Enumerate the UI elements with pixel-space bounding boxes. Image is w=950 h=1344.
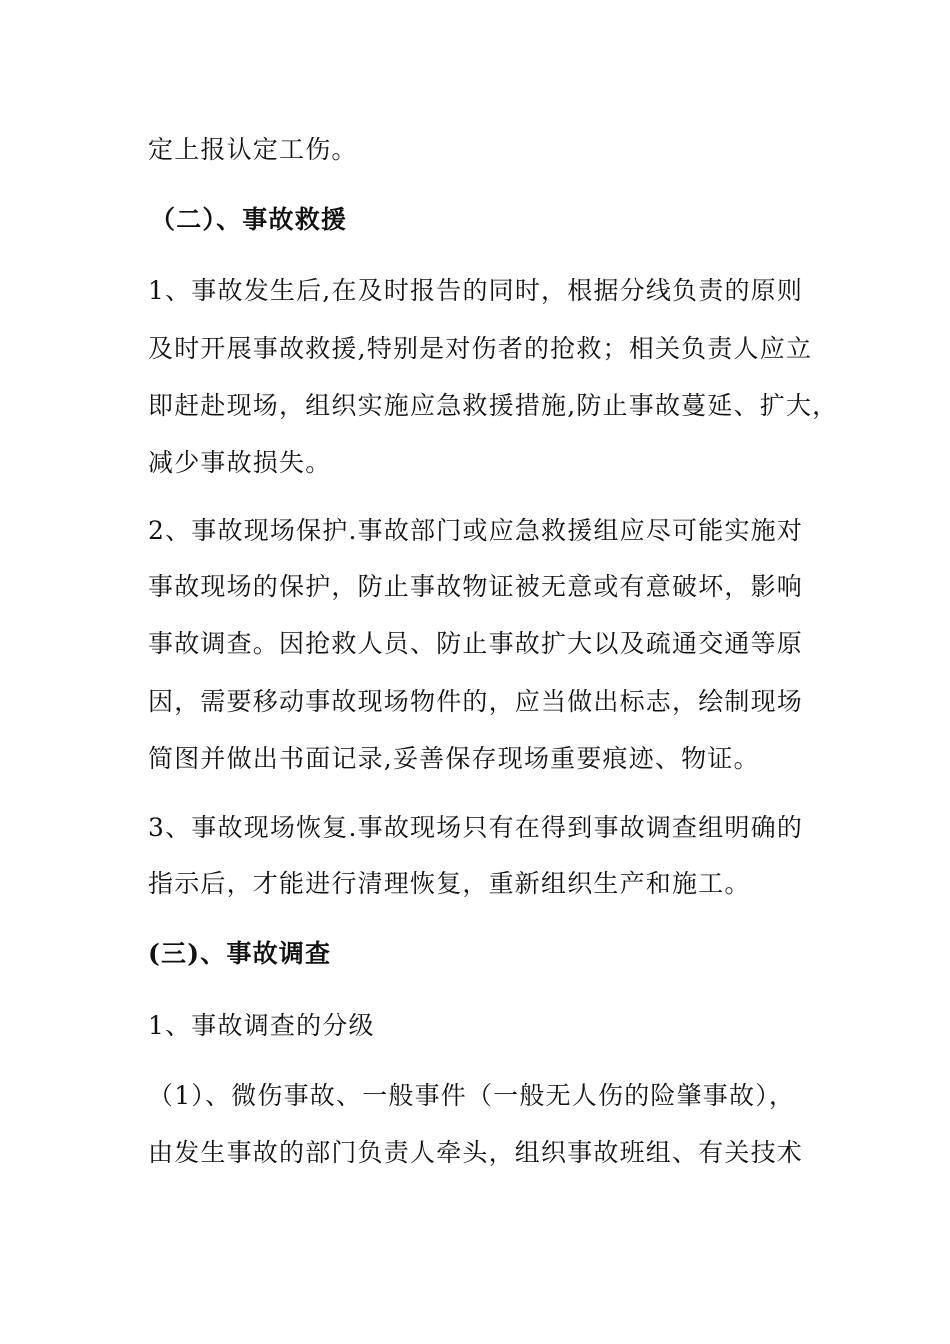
body-text-line: 简图并做出书面记录,妥善保存现场重要痕迹、物证。: [148, 744, 760, 773]
body-text-line: （1）、微伤事故、一般事件（一般无人伤的险肇事故），: [148, 1081, 796, 1110]
section-heading-accident-investigation: (三)、事故调查: [148, 939, 332, 968]
body-text-line: 1、事故调查的分级: [148, 1011, 375, 1040]
body-text-line: 事故现场的保护，防止事故物证被无意或有意破坏，影响: [148, 572, 804, 601]
body-text-line: 事故调查。因抢救人员、防止事故扩大以及疏通交通等原: [148, 629, 804, 658]
body-text-line: 3、事故现场恢复.事故现场只有在得到事故调查组明确的: [148, 813, 804, 842]
body-text-line: 2、事故现场保护.事故部门或应急救援组应尽可能实施对: [148, 516, 804, 545]
body-text-line: 减少事故损失。: [148, 448, 332, 477]
body-text-line: 因，需要移动事故现场物件的，应当做出标志，绘制现场: [148, 687, 804, 716]
body-text-line: 由发生事故的部门负责人牵头，组织事故班组、有关技术: [148, 1138, 804, 1167]
body-text-line: 定上报认定工伤。: [148, 135, 358, 164]
body-text-line: 1、事故发生后,在及时报告的同时，根据分线负责的原则: [148, 276, 804, 305]
section-heading-accident-rescue: （二）、事故救援: [150, 205, 348, 234]
body-text-line: 即赶赴现场，组织实施应急救援措施,防止事故蔓延、扩大，: [148, 391, 839, 420]
body-text-line: 及时开展事故救援,特别是对伤者的抢救；相关负责人应立: [148, 334, 813, 363]
body-text-line: 指示后，才能进行清理恢复，重新组织生产和施工。: [148, 869, 751, 898]
